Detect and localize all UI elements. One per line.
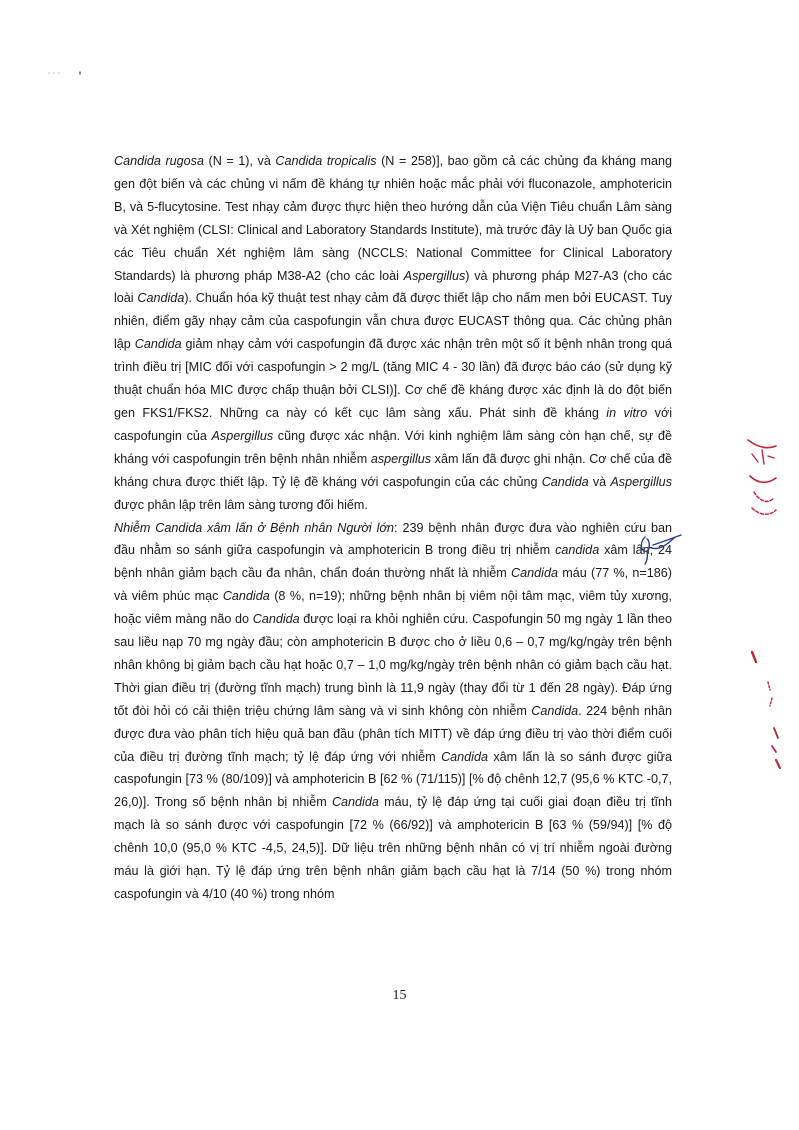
text-run: với caspofungin của [114, 405, 672, 443]
red-seal-stamp-edge [748, 648, 782, 772]
species-name: Candida [252, 612, 300, 627]
species-name: Candida [137, 291, 185, 306]
text-run: . 224 bệnh nhân được đưa vào phân tích hiệu quả ban đầu (phân tích MITT) về đáp ứng điều trị vào thời điểm cuối của điều trị đường tĩnh mạch; tỷ lệ đáp ứng với nhiễm [114, 703, 672, 764]
scan-artifact [48, 62, 82, 66]
species-name: Candida [511, 566, 558, 581]
text-run: giảm nhạy cảm với caspofungin đã được xác nhận trên một số ít bệnh nhân trong quá trình điều trị [MIC đối với caspofungin > 2 mg/L (tăng MIC 4 - 30 lần) đã được báo cáo (sử dụng kỹ thuật chuẩn hóa MIC được chấp thuận bởi CLSI)]. Cơ chế đề kháng được xác định là do đột biến gen FKS1/FKS2. Những ca này có kết cục lâm sàng xấu. Phát sinh đề kháng [114, 337, 672, 420]
text-run: được phân lập trên lâm sàng tương đối hiếm. [114, 497, 368, 512]
text-run: (N = 258)], bao gồm cả các chủng đa kháng mang gen đột biến và các chủng vi nấm đề kháng tự nhiên hoặc mắc phải với fluconazole, amphotericin B, và 5-flucytosine. Test nhạy cảm được thực hiện theo hướng dẫn của Viện Tiêu chuẩn Lâm sàng và Xét nghiệm (CLSI: Clinical and Laboratory Standards Institute), mà trước đây là Uỷ ban Quốc gia các Tiêu chuẩn Xét nghiệm lâm sàng (NCCLS: National Committee for Clinical Laboratory Standards) là phương pháp M38-A2 (cho các loài [114, 154, 673, 283]
body-text [114, 150, 672, 906]
text-run: xâm lấn đã được ghi nhận. Cơ chế của đề kháng chưa được thiết lập. Tỷ lệ đề kháng với caspofungin của các chủng [114, 451, 672, 489]
species-name: Candida [541, 474, 589, 489]
species-name: Candida rugosa [114, 154, 204, 168]
species-name: Aspergillus [211, 428, 274, 443]
species-name: Aspergillus [610, 474, 672, 489]
paragraph-susceptibility [114, 150, 672, 517]
text-run: (8 %, n=19); những bệnh nhân bị viêm nội tâm mạc, viêm tủy xương, hoặc viêm màng não do [114, 589, 672, 627]
species-name: Candida [222, 589, 270, 604]
text-run: máu, tỷ lệ đáp ứng tại cuối giai đoạn điều trị tĩnh mạch là so sánh được với caspofungin [72 % (66/92)] và amphotericin B [63 % (59/94)] [% độ chênh 10,0 (95,0 % KTC -4,5, 24,5)]. Dữ liệu trên những bệnh nhân có vị trí nhiễm ngoài đường máu là giới hạn. Tỷ lệ đáp ứng trên bệnh nhân giảm bạch cầu hạt là 7/14 (50 %) trong nhóm caspofungin và 4/10 (40 %) trong nhóm [114, 795, 672, 901]
text-run: được loại ra khỏi nghiên cứu. Caspofungin 50 mg ngày 1 lần theo sau liều nạp 70 mg ngày đầu; còn amphotericin B được cho ở liều 0,6 – 0,7 mg/kg/ngày trên bệnh nhân không bị giảm bạch cầu hạt hoặc 0,7 – 1,0 mg/kg/ngày trên bệnh nhân có giảm bạch cầu hạt. Thời gian điều trị (đường tĩnh mạch) trung bình là 11,9 ngày (thay đổi từ 1 đến 28 ngày). Đáp ứng tốt đòi hỏi có cải thiện triệu chứng lâm sàng và vi sinh không còn nhiễm [114, 612, 672, 718]
paragraph-invasive-candidiasis [114, 517, 672, 906]
page-number: 15 [392, 988, 407, 1003]
signature-mark [635, 533, 683, 565]
text-run: (N = 1), và [203, 154, 276, 168]
text-run: ). Chuẩn hóa kỹ thuật test nhạy cảm đã được thiết lập cho nấm men bởi EUCAST. Tuy nhiên, điểm gãy nhạy cảm của caspofungin vẫn chưa được EUCAST thông qua. Các chủng phân lập [114, 291, 672, 352]
text-run: xâm lấn; 24 bệnh nhân giảm bạch cầu đa nhân, chẩn đoán thường nhất là nhiễm [114, 543, 673, 581]
species-name: candida [555, 543, 600, 558]
text-run: cũng được xác nhận. Với kinh nghiệm lâm sàng còn hạn chế, sự đề kháng với caspofungin trên bệnh nhân nhiễm [114, 428, 672, 466]
species-name: Candida [441, 749, 488, 764]
text-run: và [588, 474, 611, 489]
text-run: xâm lấn là so sánh được giữa caspofungin [73 % (80/109)] và amphotericin B [62 % (71/115)] [% độ chênh 12,7 (95,6 % KTC -0,7, 26,0)]. Trong số bệnh nhân bị nhiễm [114, 749, 672, 810]
species-name: Aspergillus [403, 268, 466, 283]
red-seal-stamp [742, 432, 782, 522]
text-run: máu (77 %, n=186) và viêm phúc mạc [114, 566, 672, 604]
text-run: ) và phương pháp M27-A3 (cho các loài [114, 268, 672, 306]
species-name: Candida tropicalis [275, 154, 377, 168]
species-name: Candida [331, 795, 379, 810]
text-run: : 239 bệnh nhân được đưa vào nghiên cứu ban đầu nhằm so sánh giữa caspofungin và amphotericin B trong điều trị nhiễm [114, 520, 672, 558]
species-name: Candida [134, 337, 182, 352]
italic-term: in vitro [606, 405, 648, 420]
species-name: aspergillus [370, 451, 432, 466]
section-heading: Nhiễm Candida xâm lấn ở Bệnh nhân Người lớn [114, 520, 395, 535]
species-name: Candida [531, 703, 579, 718]
